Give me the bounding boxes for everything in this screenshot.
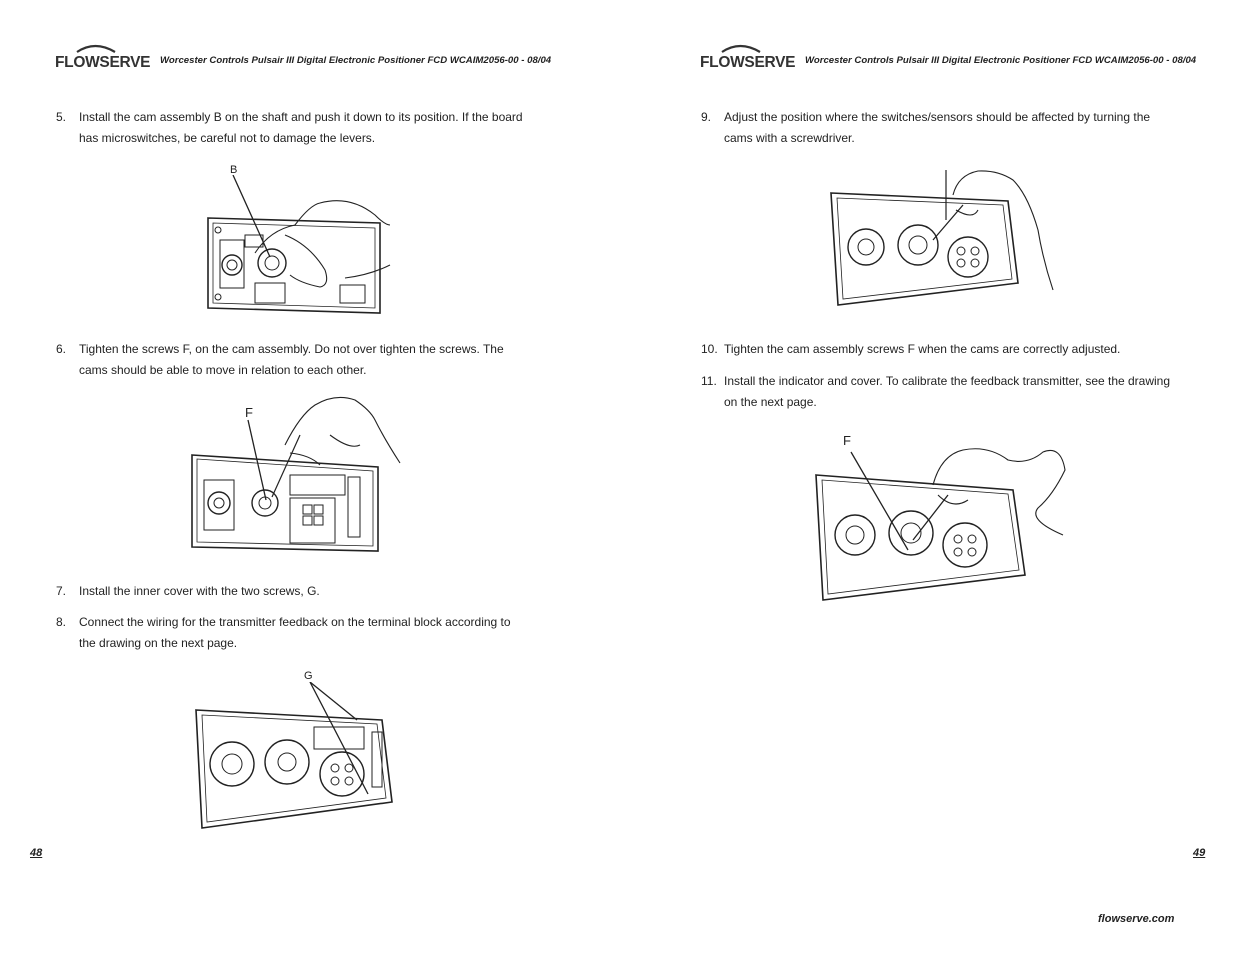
figure-tighten-screws <box>190 395 402 555</box>
figure-adjust-cams <box>828 165 1058 310</box>
left-page <box>0 0 617 954</box>
header-title: Worcester Controls Pulsair III Digital Electronic Positioner FCD WCAIM2056-00 - 08/04 <box>160 54 552 66</box>
flowserve-logo <box>700 42 795 78</box>
page-header <box>700 40 1196 80</box>
page-number-left: 48 <box>30 847 43 859</box>
figure-cam-assembly <box>200 175 400 320</box>
page-header <box>55 40 551 80</box>
step-11: 11. Install the indicator and cover. To calibrate the feedback transmitter, see the drawing on the next page. <box>701 374 1171 409</box>
step-8: 8. Connect the wiring for the transmitter feedback on the terminal block according to the drawing on the next page. <box>56 615 511 650</box>
header-title: Worcester Controls Pulsair III Digital Electronic Positioner FCD WCAIM2056-00 - 08/04 <box>805 54 1197 66</box>
figure-tighten-cam-screws <box>813 440 1068 605</box>
flowserve-logo <box>55 42 150 78</box>
callout-g: G <box>304 670 313 682</box>
step-10: 10. Tighten the cam assembly screws F when the cams are correctly adjusted. <box>701 342 1121 356</box>
logo-text: FLOWSERVE <box>700 54 796 71</box>
step-9: 9. Adjust the position where the switches/sensors should be affected by turning the cams with a screwdriver. <box>701 110 1151 145</box>
right-page <box>618 0 1235 954</box>
step-5: 5. Install the cam assembly B on the shaft and push it down to its position. If the board has microswitches, be careful not to damage the levers. <box>56 110 523 145</box>
callout-f-right: F <box>843 433 851 448</box>
step-6: 6. Tighten the screws F, on the cam assembly. Do not over tighten the screws. The cams should be able to move in relation to each other. <box>56 342 504 377</box>
callout-f-left: F <box>245 405 253 420</box>
footer-url[interactable]: flowserve.com <box>1098 913 1175 925</box>
logo-text: FLOWSERVE <box>55 54 151 71</box>
page-number-right: 49 <box>1193 847 1206 859</box>
figure-inner-cover <box>192 682 398 832</box>
callout-b: B <box>230 164 238 176</box>
step-7: 7. Install the inner cover with the two screws, G. <box>56 584 320 598</box>
